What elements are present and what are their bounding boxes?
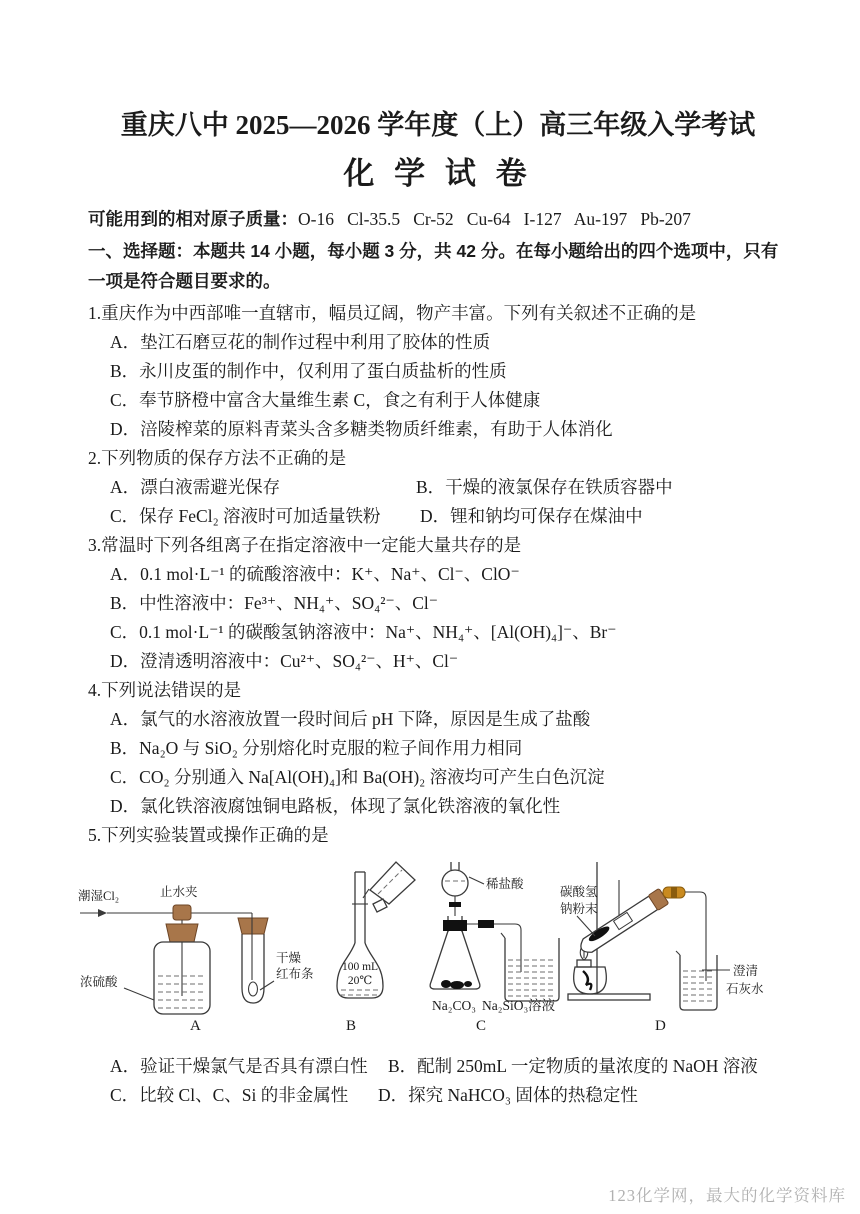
hcl-pointer-line: [469, 877, 484, 884]
question-1-stem: 1.重庆作为中西部唯一直辖市，幅员辽阔，物产丰富。下列有关叙述不正确的是: [88, 303, 697, 323]
q1-option-a: A．垫江石磨豆花的制作过程中利用了胶体的性质: [110, 332, 491, 352]
conc-sulfuric-acid-label: 浓硫酸: [80, 975, 118, 989]
question-5-stem: 5.下列实验装置或操作正确的是: [88, 825, 329, 845]
pour-stream: [363, 889, 369, 898]
limewater-label-1: 澄清: [733, 964, 759, 978]
dilute-hcl-label: 稀盐酸: [486, 877, 524, 891]
page-subtitle: 化 学 试 卷: [343, 156, 533, 191]
dry-cloth-label-1: 干燥: [276, 951, 302, 965]
question-2-stem: 2.下列物质的保存方法不正确的是: [88, 448, 347, 468]
q5-options-row-2: [88, 1081, 788, 1110]
question-3-stem: 3.常温时下列各组离子在指定溶液中一定能大量共存的是: [88, 535, 522, 555]
apparatus-c-diagram: [430, 862, 559, 1034]
figure-d-caption: D: [655, 1018, 666, 1034]
flask-temp-label: 20℃: [347, 975, 373, 987]
lamp-wick: [583, 971, 591, 990]
q5-option-b: B．配制 250mL 一定物质的量浓度的 NaOH 溶液: [388, 1056, 758, 1076]
tube-connector: [478, 920, 494, 928]
q1-option-d: D．涪陵榨菜的原料青菜头含多糖类物质纤维素，有助于人体消化: [110, 419, 613, 439]
gas-inlet-arrowhead: [98, 909, 107, 917]
exam-content: [78, 106, 788, 1110]
question-4-stem: 4.下列说法错误的是: [88, 680, 242, 700]
na2sio3-label: Na₂SiO₃溶液: [482, 998, 556, 1013]
stopcock: [449, 902, 461, 907]
cloth-pointer-line: [260, 981, 274, 990]
red-cloth-strip: [249, 982, 258, 996]
q2-options-row-2: [88, 502, 788, 531]
delivery-tube-d: [685, 892, 706, 981]
atomic-mass-values: O-16 Cl-35.5 Cr-52 Cu-64 I-127 Au-197 Pb-207: [298, 209, 691, 229]
powder-pointer-line: [577, 916, 595, 936]
pouring-beaker: [370, 862, 415, 904]
atomic-mass-label: 可能用到的相对原子质量：: [88, 209, 298, 229]
q4-option-d: D．氯化铁溶液腐蚀铜电路板，体现了氯化铁溶液的氧化性: [110, 796, 561, 816]
tubing-band: [671, 887, 677, 898]
na2co3-label: Na₂CO₃: [432, 998, 476, 1013]
q1-option-b: B．永川皮蛋的制作中，仅利用了蛋白质盐析的性质: [110, 361, 507, 381]
apparatus-diagrams: [78, 858, 848, 1050]
acid-pointer-line: [124, 988, 154, 1000]
q5-apparatus-figure: [78, 858, 788, 1050]
flask-volume-label: 100 mL: [341, 961, 379, 973]
q3-option-a: A．0.1 mol·L⁻¹ 的硫酸溶液中：K⁺、Na⁺、Cl⁻、ClO⁻: [110, 564, 520, 584]
gas-delivery-tube: [467, 924, 521, 972]
q2-option-a: A．漂白液需避光保存: [110, 477, 281, 497]
test-tube-stopper: [238, 918, 268, 934]
beaker: [505, 938, 559, 1001]
q2-option-d: D．锂和钠均可保存在煤油中: [420, 506, 643, 526]
q1-option-c: C．奉节脐橙中富含大量维生素 C，食之有利于人体健康: [110, 390, 541, 410]
flask-rubber-stopper: [443, 920, 467, 931]
q3-option-c: C．0.1 mol·L⁻¹ 的碳酸氢钠溶液中：Na⁺、NH₄⁺、[Al(OH)₄]⁻、Br⁻: [110, 622, 617, 642]
q2-option-b: B．干燥的液氯保存在铁质容器中: [416, 477, 673, 497]
q2-options-row-1: [88, 473, 788, 502]
q4-option-c: C．CO₂ 分别通入 Na[Al(OH)₄]和 Ba(OH)₂ 溶液均可产生白色沉淀: [110, 767, 605, 787]
q5-options-row-1: [88, 1052, 788, 1081]
q5-option-d: D．探究 NaHCO₃ 固体的热稳定性: [378, 1085, 638, 1105]
atomic-mass-line: [88, 204, 788, 234]
apparatus-b-diagram: [337, 862, 415, 1034]
moist-cl2-label: 潮湿Cl₂: [78, 889, 120, 903]
q4-option-b: B．Na₂O 与 SiO₂ 分别熔化时克服的粒子间作用力相同: [110, 738, 523, 758]
limewater-label-2: 石灰水: [726, 982, 764, 996]
apparatus-d-diagram: [560, 862, 764, 1034]
q4-option-a: A．氯气的水溶液放置一段时间后 pH 下降，原因是生成了盐酸: [110, 709, 591, 729]
nahco3-powder-label-1: 碳酸氢: [560, 885, 598, 899]
figure-a-caption: A: [190, 1018, 201, 1034]
q3-option-d: D．澄清透明溶液中：Cu²⁺、SO₄²⁻、H⁺、Cl⁻: [110, 651, 459, 671]
section1-heading: 一、选择题：本题共 14 小题，每小题 3 分，共 42 分。在每小题给出的四个选项中，只有一项是符合题目要求的。: [88, 241, 779, 291]
page-title: 重庆八中 2025—2026 学年度（上）高三年级入学考试: [120, 110, 756, 140]
pinch-clamp: [173, 905, 191, 920]
stand-base: [568, 994, 650, 1000]
dropping-funnel: [442, 870, 468, 896]
figure-b-caption: B: [346, 1018, 357, 1034]
na2co3-solid: [450, 981, 464, 989]
dry-cloth-label-2: 红布条: [276, 967, 314, 981]
site-watermark: 123化学网，最大的化学资料库: [608, 1186, 846, 1205]
lamp-collar: [577, 960, 591, 967]
apparatus-a-diagram: [78, 884, 314, 1034]
q3-option-b: B．中性溶液中：Fe³⁺、NH₄⁺、SO₄²⁻、Cl⁻: [110, 593, 438, 613]
q5-option-a: A．验证干燥氯气是否具有漂白性: [110, 1056, 368, 1076]
q5-option-c: C．比较 Cl、C、Si 的非金属性: [110, 1085, 349, 1105]
figure-c-caption: C: [476, 1018, 487, 1034]
nahco3-powder-label-2: 钠粉末: [560, 902, 598, 916]
q2-option-c: C．保存 FeCl₂ 溶液时可加适量铁粉: [110, 506, 381, 526]
erlenmeyer-flask: [430, 931, 480, 989]
bottle-stopper: [166, 924, 198, 942]
pinch-clamp-label: 止水夹: [160, 885, 198, 899]
